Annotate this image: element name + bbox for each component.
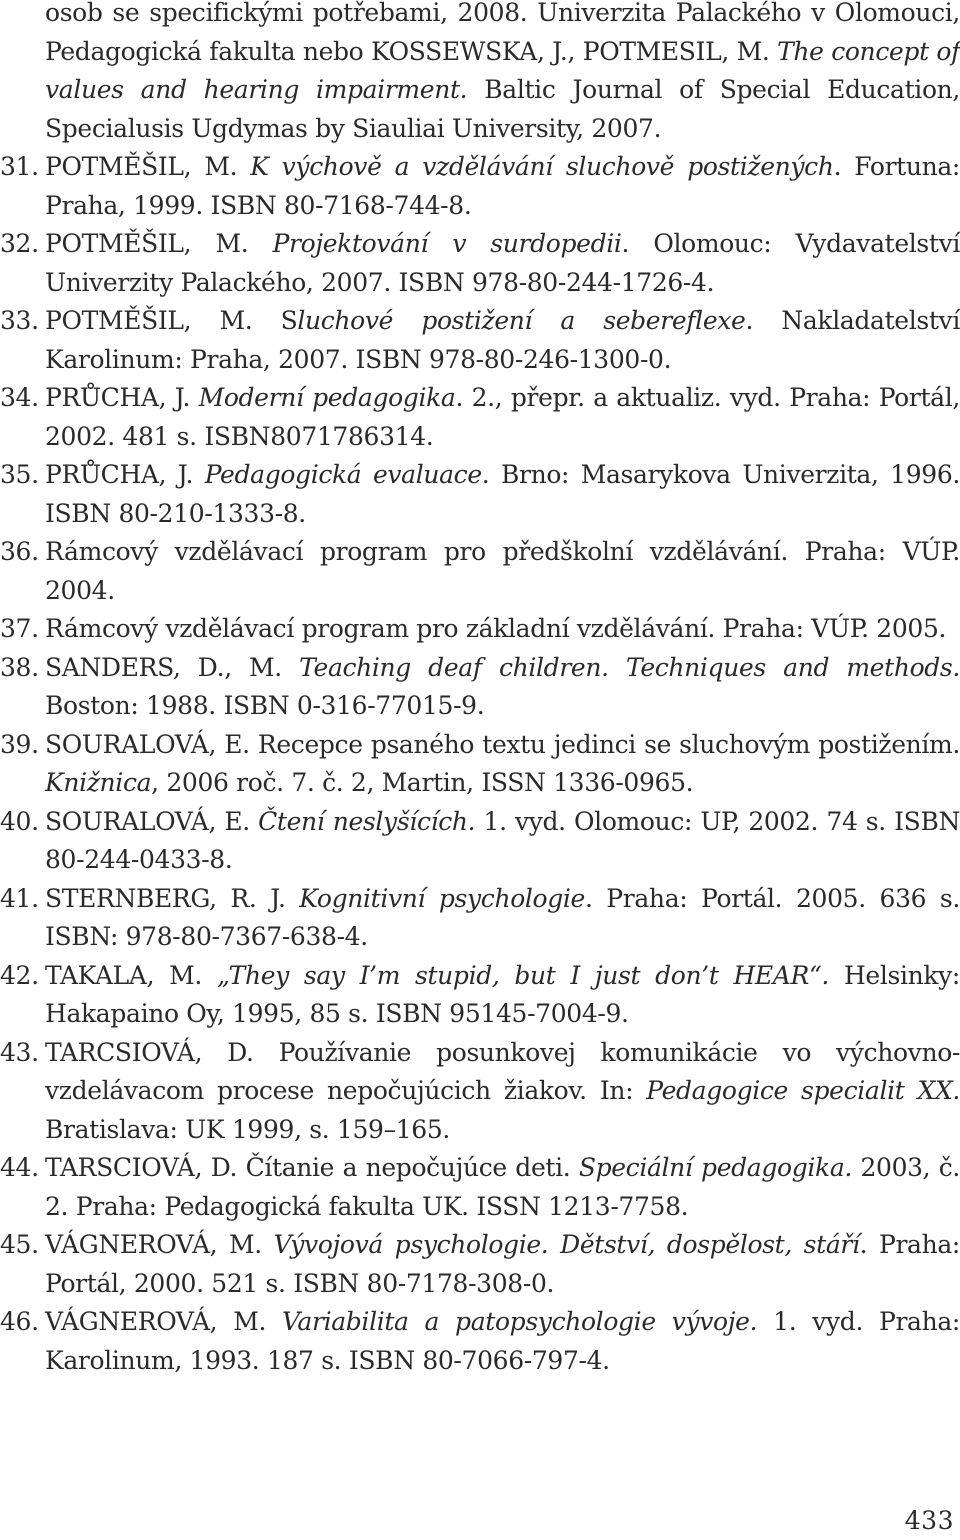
reference-text: Rámcový vzdělávací program pro předškolní vzdělávání. Praha: VÚP. 2004.: [45, 537, 960, 605]
reference-text: Baltic Journal of Special Education, Specialusis Ugdymas by Siauliai University, 2007.: [45, 75, 960, 143]
reference-number: 41.: [0, 883, 39, 913]
reference-italic-text: Variabilita a patopsychologie vývoje.: [282, 1307, 758, 1336]
reference-entries: [0, 148, 960, 1380]
reference-text: STERNBERG, R. J.: [45, 883, 300, 913]
reference-text: TAKALA, M.: [45, 960, 217, 990]
reference-entry: [0, 1149, 960, 1226]
reference-text: Bratislava: UK 1999, s. 159–165.: [45, 1114, 451, 1144]
reference-number: 44.: [0, 1153, 39, 1182]
reference-italic-text: Moderní pedagogika: [198, 383, 456, 412]
reference-text: SOURALOVÁ, E. Recepce psaného textu jedinci se sluchovým postižením.: [45, 729, 960, 759]
reference-number: 45.: [0, 1230, 39, 1259]
reference-text: POTMĚŠIL, M.: [45, 152, 251, 181]
reference-text: POTMĚŠIL, M. S: [45, 306, 298, 335]
reference-italic-text: Pedagogická evaluace: [204, 460, 482, 489]
reference-italic-text: Teaching deaf children. Techniques and methods.: [299, 652, 960, 682]
reference-text: . Brno: Masarykova Univerzita, 1996. ISBN 80-210-1333-8.: [45, 460, 960, 528]
reference-text: SANDERS, D., M.: [45, 652, 300, 682]
reference-number: 38.: [0, 652, 39, 682]
reference-number: 35.: [0, 460, 39, 489]
reference-text: TARCSIOVÁ, D. Používanie posunkovej komunikácie vo výchovno-vzdelávacom procese nepočujúcich žiakov. In:: [45, 1037, 960, 1105]
reference-continuation: [0, 0, 960, 148]
reference-number: 37.: [0, 614, 39, 643]
reference-number: 39.: [0, 729, 39, 759]
reference-text: PRŮCHA, J.: [45, 383, 199, 412]
reference-text: , 2006 roč. 7. č. 2, Martin, ISSN 1336-0965.: [151, 768, 694, 797]
reference-text: 2003, č. 2. Praha: Pedagogická fakulta UK. ISSN 1213-7758.: [45, 1153, 960, 1221]
reference-entry: [0, 456, 960, 533]
reference-number: 40.: [0, 806, 39, 836]
reference-text: Rámcový vzdělávací program pro základní vzdělávání. Praha: VÚP. 2005.: [45, 614, 947, 643]
reference-number: 34.: [0, 383, 39, 412]
reference-entry: [0, 148, 960, 225]
reference-text: . Fortuna: Praha, 1999. ISBN 80-7168-744-8.: [45, 152, 960, 220]
reference-entry: [0, 225, 960, 302]
reference-italic-text: Kognitivní psychologie: [299, 883, 585, 913]
reference-entry: [0, 649, 960, 726]
reference-entry: [0, 803, 960, 880]
reference-italic-text: „They say I’m stupid, but I just don’t HEAR“.: [216, 960, 830, 990]
reference-text: . 2., přepr. a aktualiz. vyd. Praha: Portál, 2002. 481 s. ISBN8071786314.: [45, 383, 960, 451]
reference-entry: [0, 957, 960, 1034]
reference-italic-text: Vývojová psychologie. Dětství, dospělost, stáří: [273, 1230, 860, 1259]
reference-text: . Olomouc: Vydavatelství Univerzity Palackého, 2007. ISBN 978-80-244-1726-4.: [45, 229, 960, 297]
reference-entry: [0, 1226, 960, 1303]
reference-entry: [0, 1034, 960, 1150]
reference-text: 1. vyd. Praha: Karolinum, 1993. 187 s. ISBN 80-7066-797-4.: [45, 1307, 960, 1375]
page-number: 433: [904, 1506, 954, 1535]
reference-entry: [0, 880, 960, 957]
reference-number: 46.: [0, 1307, 39, 1336]
reference-text: . Praha: Portál. 2005. 636 s. ISBN: 978-80-7367-638-4.: [45, 883, 960, 951]
reference-text: VÁGNEROVÁ, M.: [45, 1230, 274, 1259]
reference-number: 42.: [0, 960, 39, 990]
reference-entry: [0, 726, 960, 803]
reference-text: SOURALOVÁ, E.: [45, 806, 259, 836]
reference-entry: [0, 302, 960, 379]
reference-entry: [0, 533, 960, 610]
reference-text: Boston: 1988. ISBN 0-316-77015-9.: [45, 691, 485, 720]
reference-number: 31.: [0, 152, 39, 181]
reference-text: . Nakladatelství Karolinum: Praha, 2007. ISBN 978-80-246-1300-0.: [45, 306, 960, 374]
reference-italic-text: Knižnica: [45, 768, 152, 797]
reference-italic-text: Speciální pedagogika.: [578, 1153, 852, 1182]
reference-italic-text: K výchově a vzdělávání sluchově postižených: [250, 152, 834, 181]
reference-italic-text: luchové postižení a sebereflexe: [297, 306, 746, 335]
reference-entry: [0, 1303, 960, 1380]
reference-number: 43.: [0, 1037, 39, 1067]
reference-number: 33.: [0, 306, 39, 335]
reference-italic-text: Pedagogice specialit XX.: [646, 1076, 960, 1105]
reference-text: POTMĚŠIL, M.: [45, 229, 273, 258]
reference-entry: [0, 379, 960, 456]
reference-text: Helsinky: Hakapaino Oy, 1995, 85 s. ISBN 95145-7004-9.: [45, 960, 960, 1028]
reference-text: 1. vyd. Olomouc: UP, 2002. 74 s. ISBN 80-244-0433-8.: [45, 806, 960, 874]
reference-number: 32.: [0, 229, 39, 258]
reference-text: . Praha: Portál, 2000. 521 s. ISBN 80-7178-308-0.: [45, 1230, 960, 1298]
reference-italic-text: The concept of values and hearing impairment.: [45, 36, 960, 104]
reference-italic-text: Projektování v surdopedii: [272, 229, 622, 258]
reference-italic-text: Čtení neslyšících.: [258, 806, 476, 836]
reference-text: VÁGNEROVÁ, M.: [45, 1307, 282, 1336]
reference-number: 36.: [0, 537, 39, 566]
reference-text: TARSCIOVÁ, D. Čítanie a nepočujúce deti.: [45, 1153, 579, 1182]
reference-entry: [0, 610, 960, 649]
reference-text: osob se specifickými potřebami, 2008. Univerzita Palackého v Olomouci, Pedagogická fakulta nebo KOSSEWSKA, J., POTMESIL, M.: [45, 0, 960, 66]
reference-text: PRŮCHA, J.: [45, 460, 205, 489]
